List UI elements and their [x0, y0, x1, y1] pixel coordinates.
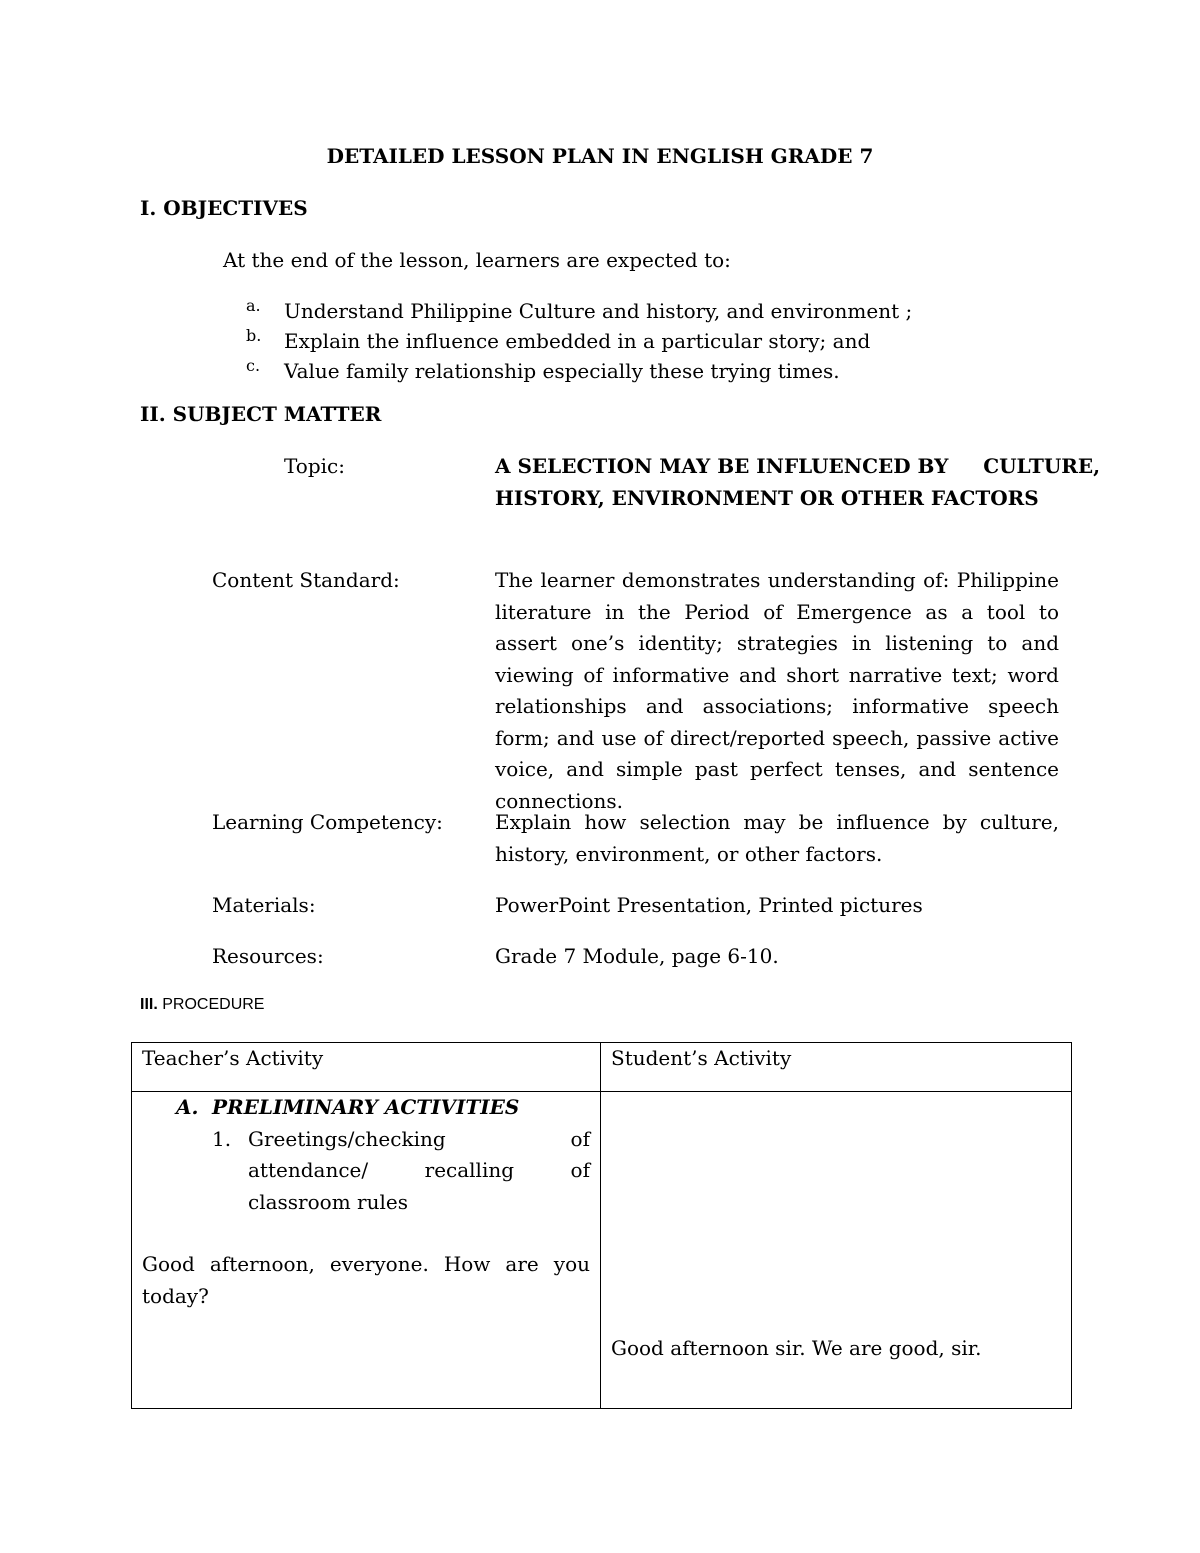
table-header-row: [132, 1043, 1072, 1092]
topic-line: A SELECTION MAY BE INFLUENCED BY CULTURE,: [495, 454, 1101, 478]
list-marker: c.: [246, 356, 261, 375]
student-response: Good afternoon sir. We are good, sir.: [611, 1336, 982, 1360]
topic-label: Topic:: [284, 454, 345, 478]
procedure-heading: [140, 996, 264, 1014]
learning-competency-label: Learning Competency:: [212, 810, 443, 834]
procedure-table: [131, 1042, 1072, 1409]
content-standard-value: The learner demonstrates understanding of: Philippine literature in the Period of Emergence as a tool to assert one’s identity; strategies in listening to and viewing of informative and short narrative text; word relationships and associations; informative speech form; and use of direct/reported speech, passive active voice, and simple past perfect tenses, and sentence connections.: [495, 568, 1059, 813]
topic-value: [495, 451, 1101, 514]
table-row: [132, 1092, 1072, 1409]
sub-item: [142, 1124, 590, 1219]
teacher-greeting: Good afternoon, everyone. How are you today?: [142, 1252, 590, 1308]
list-item-text: Value family relationship especially these trying times.: [284, 359, 840, 383]
teacher-activity-header: Teacher’s Activity: [132, 1043, 601, 1092]
procedure-number: III.: [140, 996, 158, 1013]
list-marker: b.: [246, 326, 262, 345]
student-activity-header: Student’s Activity: [601, 1043, 1072, 1092]
objectives-heading: I. OBJECTIVES: [140, 196, 308, 220]
materials-value: PowerPoint Presentation, Printed pictures: [495, 893, 923, 917]
sub-item-text: Greetings/checking of attendance/ recalling of classroom rules: [248, 1126, 590, 1214]
document-title: DETAILED LESSON PLAN IN ENGLISH GRADE 7: [326, 144, 874, 168]
list-item-text: Explain the influence embedded in a particular story; and: [284, 329, 871, 353]
materials-label: Materials:: [212, 893, 316, 917]
section-marker: A.: [176, 1095, 199, 1119]
learning-competency-value: Explain how selection may be influence by culture, history, environment, or other factors.: [495, 810, 1059, 866]
list-marker: a.: [246, 296, 261, 315]
subject-matter-heading: II. SUBJECT MATTER: [140, 402, 382, 426]
objectives-intro: At the end of the lesson, learners are expected to:: [223, 248, 731, 272]
sub-item-marker: 1.: [212, 1126, 232, 1151]
teacher-activity-cell: [132, 1092, 601, 1409]
content-standard-label: Content Standard:: [212, 568, 400, 592]
section-heading: [142, 1092, 590, 1124]
list-item-text: Understand Philippine Culture and history, and environment ;: [284, 299, 913, 323]
topic-line: HISTORY, ENVIRONMENT OR OTHER FACTORS: [495, 485, 1039, 510]
procedure-title: PROCEDURE: [162, 996, 265, 1013]
resources-value: Grade 7 Module, page 6-10.: [495, 944, 779, 968]
resources-label: Resources:: [212, 944, 324, 968]
section-title: PRELIMINARY ACTIVITIES: [212, 1095, 520, 1119]
student-activity-cell: [601, 1092, 1072, 1409]
